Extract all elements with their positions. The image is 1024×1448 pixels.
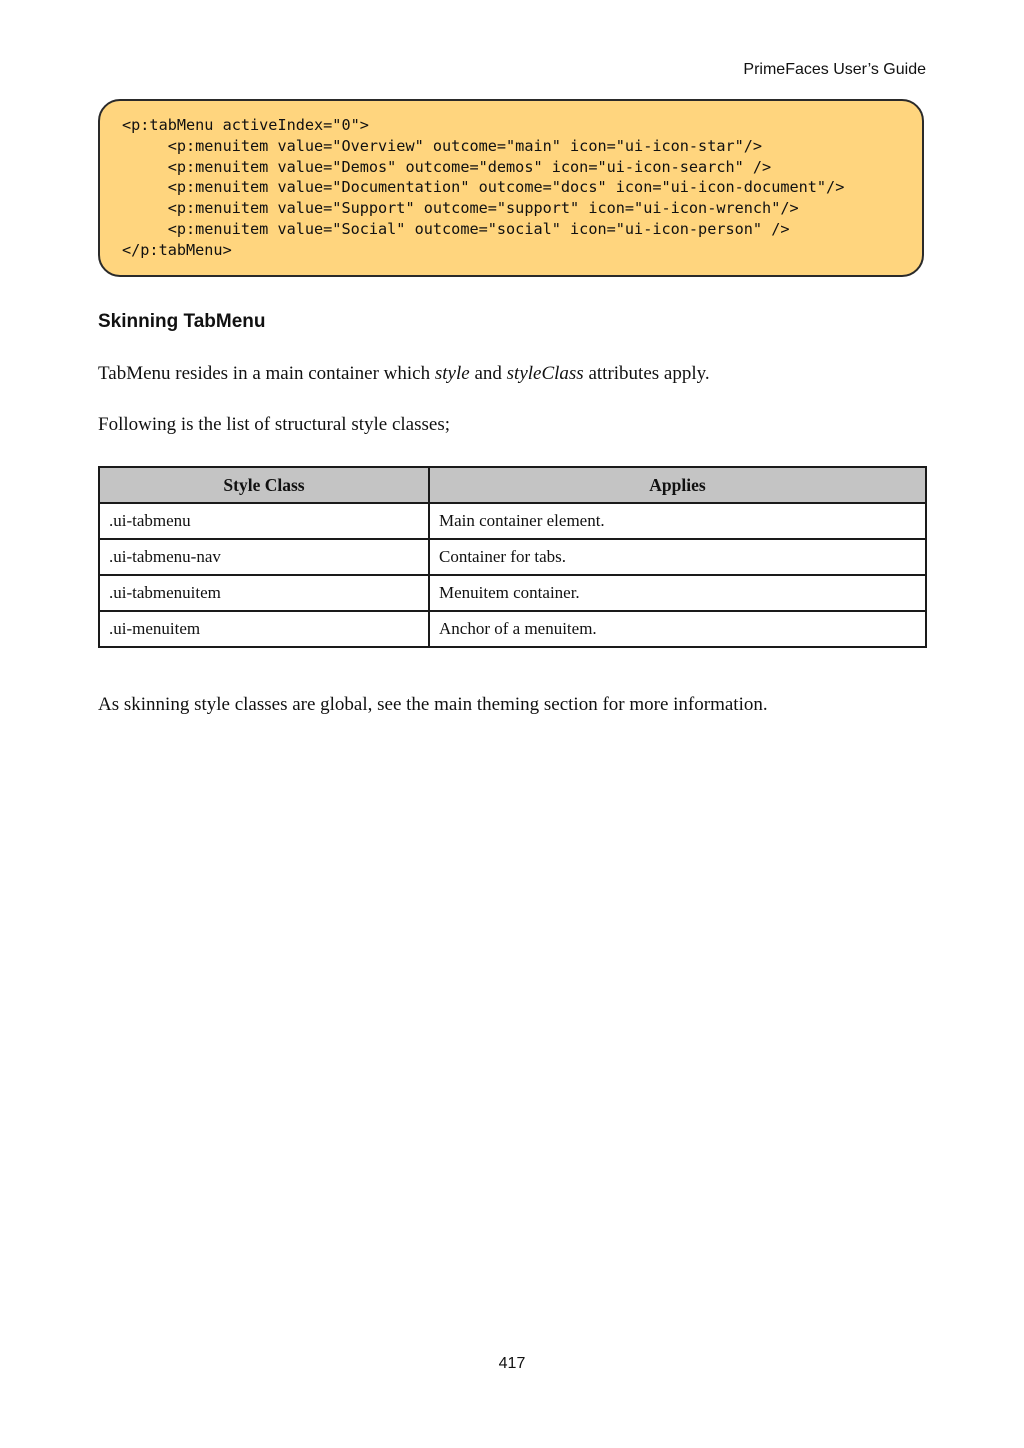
table-row [99,575,926,611]
intro-paragraph [98,363,710,385]
table-row [99,503,926,539]
intro-text: TabMenu resides in a main container which [98,363,435,384]
code-line: <p:menuitem value="Demos" outcome="demos" icon="ui-icon-search" /> [122,157,772,176]
code-line: <p:tabMenu activeIndex="0"> [122,116,369,134]
style-class-cell: .ui-menuitem [99,611,429,647]
styleclass-attr-name: styleClass [506,363,584,384]
applies-cell: Menuitem container. [429,575,926,611]
code-line: <p:menuitem value="Support" outcome="support" icon="ui-icon-wrench"/> [122,199,799,218]
style-class-cell: .ui-tabmenu-nav [99,539,429,575]
applies-cell: Main container element. [429,503,926,539]
code-line: </p:tabMenu> [122,240,232,259]
style-attr-name: style [434,363,470,384]
closing-paragraph: As skinning style classes are global, see the main theming section for more information. [98,694,768,715]
running-header: PrimeFaces User’s Guide [743,61,926,78]
table-row [99,611,926,647]
code-line: <p:menuitem value="Overview" outcome="main" icon="ui-icon-star"/> [122,136,763,155]
style-class-cell: .ui-tabmenu [99,503,429,539]
applies-cell: Anchor of a menuitem. [429,611,926,647]
page-number: 417 [498,1355,526,1372]
section-heading: Skinning TabMenu [98,311,266,332]
code-line: <p:menuitem value="Documentation" outcome="docs" icon="ui-icon-document"/> [122,178,845,197]
style-class-table [98,466,927,648]
applies-cell: Container for tabs. [429,539,926,575]
table-row [99,539,926,575]
code-line: <p:menuitem value="Social" outcome="social" icon="ui-icon-person" /> [122,219,790,238]
style-class-cell: .ui-tabmenuitem [99,575,429,611]
code-block [98,99,924,277]
intro-text: attributes apply. [583,363,710,384]
table-header-row [99,467,926,503]
column-header: Style Class [99,467,429,503]
column-header: Applies [429,467,926,503]
list-intro-paragraph: Following is the list of structural style classes; [98,414,450,435]
intro-text: and [469,363,507,384]
